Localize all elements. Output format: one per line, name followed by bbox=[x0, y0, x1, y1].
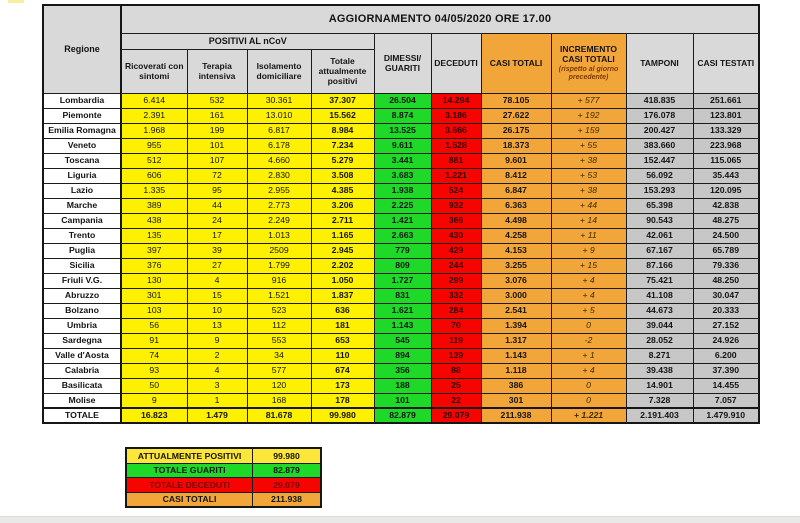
cell-deceduti: 3.186 bbox=[431, 108, 481, 123]
cell-dimessi-guariti: 13.525 bbox=[374, 123, 431, 138]
cell-tamponi: 67.167 bbox=[626, 243, 693, 258]
cell-dimessi-guariti: 1.727 bbox=[374, 273, 431, 288]
cell-ricoverati: 103 bbox=[121, 303, 187, 318]
summary-value: 99.980 bbox=[253, 448, 322, 463]
cell-casi-totali: 6.363 bbox=[481, 198, 551, 213]
cell-deceduti: 119 bbox=[431, 333, 481, 348]
cell-attualmente-positivi: 173 bbox=[311, 378, 374, 393]
table-row bbox=[43, 153, 759, 168]
cell-terapia-intensiva: 101 bbox=[187, 138, 247, 153]
cell-dimessi-guariti: 831 bbox=[374, 288, 431, 303]
cell-deceduti: 1.221 bbox=[431, 168, 481, 183]
cell-incremento: 0 bbox=[551, 393, 626, 408]
cell-attualmente-positivi: 99.980 bbox=[311, 408, 374, 423]
cell-incremento: + 1 bbox=[551, 348, 626, 363]
cell-terapia-intensiva: 27 bbox=[187, 258, 247, 273]
cell-incremento: + 192 bbox=[551, 108, 626, 123]
cell-deceduti: 139 bbox=[431, 348, 481, 363]
cell-incremento: + 38 bbox=[551, 183, 626, 198]
col-header-deceduti: DECEDUTI bbox=[431, 33, 481, 93]
cell-ricoverati: 135 bbox=[121, 228, 187, 243]
cell-casi-totali: 4.153 bbox=[481, 243, 551, 258]
region-name: Campania bbox=[43, 213, 121, 228]
cell-terapia-intensiva: 4 bbox=[187, 363, 247, 378]
cell-tamponi: 383.660 bbox=[626, 138, 693, 153]
cell-terapia-intensiva: 9 bbox=[187, 333, 247, 348]
cell-ricoverati: 1.335 bbox=[121, 183, 187, 198]
cell-dimessi-guariti: 894 bbox=[374, 348, 431, 363]
cell-casi-totali: 8.412 bbox=[481, 168, 551, 183]
cell-ricoverati: 74 bbox=[121, 348, 187, 363]
cell-attualmente-positivi: 8.984 bbox=[311, 123, 374, 138]
cell-ricoverati: 9 bbox=[121, 393, 187, 408]
cell-tamponi: 28.052 bbox=[626, 333, 693, 348]
cell-deceduti: 29.079 bbox=[431, 408, 481, 423]
cell-incremento: + 4 bbox=[551, 363, 626, 378]
cell-dimessi-guariti: 3.441 bbox=[374, 153, 431, 168]
cell-casi-totali: 1.143 bbox=[481, 348, 551, 363]
cell-dimessi-guariti: 2.663 bbox=[374, 228, 431, 243]
cell-isolamento: 2.249 bbox=[247, 213, 311, 228]
cell-tamponi: 2.191.403 bbox=[626, 408, 693, 423]
total-label: TOTALE bbox=[43, 408, 121, 423]
col-header-terapia-intensiva: Terapia intensiva bbox=[187, 49, 247, 93]
cell-casi-testati: 79.336 bbox=[693, 258, 759, 273]
window-bottom-strip bbox=[0, 516, 800, 523]
table-row bbox=[43, 213, 759, 228]
table-row bbox=[43, 168, 759, 183]
cell-attualmente-positivi: 3.508 bbox=[311, 168, 374, 183]
table-row bbox=[43, 333, 759, 348]
cell-incremento: + 159 bbox=[551, 123, 626, 138]
cell-isolamento: 120 bbox=[247, 378, 311, 393]
cell-terapia-intensiva: 161 bbox=[187, 108, 247, 123]
region-name: Bolzano bbox=[43, 303, 121, 318]
cell-isolamento: 34 bbox=[247, 348, 311, 363]
cell-tamponi: 56.092 bbox=[626, 168, 693, 183]
table-row bbox=[43, 108, 759, 123]
cell-terapia-intensiva: 1 bbox=[187, 393, 247, 408]
region-name: Friuli V.G. bbox=[43, 273, 121, 288]
cell-deceduti: 1.528 bbox=[431, 138, 481, 153]
update-title: AGGIORNAMENTO 04/05/2020 ORE 17.00 bbox=[121, 5, 759, 33]
cell-deceduti: 366 bbox=[431, 213, 481, 228]
table-row bbox=[43, 318, 759, 333]
cell-casi-totali: 3.076 bbox=[481, 273, 551, 288]
col-header-incremento-label: INCREMENTO CASI TOTALI bbox=[560, 44, 617, 65]
summary-label: TOTALE GUARITI bbox=[126, 463, 253, 478]
cell-casi-testati: 1.479.910 bbox=[693, 408, 759, 423]
cell-casi-totali: 4.258 bbox=[481, 228, 551, 243]
cell-deceduti: 284 bbox=[431, 303, 481, 318]
cell-deceduti: 22 bbox=[431, 393, 481, 408]
total-row bbox=[43, 408, 759, 423]
cell-tamponi: 44.673 bbox=[626, 303, 693, 318]
cell-deceduti: 524 bbox=[431, 183, 481, 198]
cell-ricoverati: 1.968 bbox=[121, 123, 187, 138]
cell-deceduti: 244 bbox=[431, 258, 481, 273]
cell-dimessi-guariti: 3.683 bbox=[374, 168, 431, 183]
cell-attualmente-positivi: 181 bbox=[311, 318, 374, 333]
cell-deceduti: 14.294 bbox=[431, 93, 481, 108]
cell-dimessi-guariti: 1.621 bbox=[374, 303, 431, 318]
summary-label: ATTUALMENTE POSITIVI bbox=[126, 448, 253, 463]
cell-isolamento: 81.678 bbox=[247, 408, 311, 423]
cell-ricoverati: 6.414 bbox=[121, 93, 187, 108]
col-header-casi-testati: CASI TESTATI bbox=[693, 33, 759, 93]
table-row bbox=[43, 228, 759, 243]
cell-attualmente-positivi: 7.234 bbox=[311, 138, 374, 153]
cell-incremento: + 1.221 bbox=[551, 408, 626, 423]
cell-ricoverati: 16.823 bbox=[121, 408, 187, 423]
summary-value: 29.079 bbox=[253, 478, 322, 493]
cell-isolamento: 2.955 bbox=[247, 183, 311, 198]
cell-isolamento: 1.799 bbox=[247, 258, 311, 273]
cell-terapia-intensiva: 107 bbox=[187, 153, 247, 168]
cell-incremento: + 9 bbox=[551, 243, 626, 258]
cell-dimessi-guariti: 8.874 bbox=[374, 108, 431, 123]
cell-terapia-intensiva: 4 bbox=[187, 273, 247, 288]
cell-terapia-intensiva: 1.479 bbox=[187, 408, 247, 423]
cell-tamponi: 75.421 bbox=[626, 273, 693, 288]
cell-attualmente-positivi: 2.711 bbox=[311, 213, 374, 228]
col-header-dimessi-guariti: DIMESSI/ GUARITI bbox=[374, 33, 431, 93]
cell-casi-totali: 1.317 bbox=[481, 333, 551, 348]
cell-casi-totali: 3.000 bbox=[481, 288, 551, 303]
cell-dimessi-guariti: 1.143 bbox=[374, 318, 431, 333]
cell-tamponi: 153.293 bbox=[626, 183, 693, 198]
cell-isolamento: 2509 bbox=[247, 243, 311, 258]
cell-deceduti: 932 bbox=[431, 198, 481, 213]
cell-ricoverati: 606 bbox=[121, 168, 187, 183]
cell-incremento: + 11 bbox=[551, 228, 626, 243]
cell-isolamento: 1.521 bbox=[247, 288, 311, 303]
cell-dimessi-guariti: 779 bbox=[374, 243, 431, 258]
cell-isolamento: 916 bbox=[247, 273, 311, 288]
cell-ricoverati: 301 bbox=[121, 288, 187, 303]
region-name: Lombardia bbox=[43, 93, 121, 108]
cell-casi-testati: 6.200 bbox=[693, 348, 759, 363]
cell-terapia-intensiva: 10 bbox=[187, 303, 247, 318]
cell-casi-testati: 123.801 bbox=[693, 108, 759, 123]
cell-casi-testati: 27.152 bbox=[693, 318, 759, 333]
cell-isolamento: 13.010 bbox=[247, 108, 311, 123]
cell-tamponi: 152.447 bbox=[626, 153, 693, 168]
cell-incremento: + 577 bbox=[551, 93, 626, 108]
cell-dimessi-guariti: 188 bbox=[374, 378, 431, 393]
region-name: Calabria bbox=[43, 363, 121, 378]
cell-isolamento: 2.773 bbox=[247, 198, 311, 213]
cell-tamponi: 87.166 bbox=[626, 258, 693, 273]
region-name: Lazio bbox=[43, 183, 121, 198]
table-row bbox=[43, 243, 759, 258]
cell-deceduti: 429 bbox=[431, 243, 481, 258]
table-row bbox=[43, 198, 759, 213]
cell-ricoverati: 50 bbox=[121, 378, 187, 393]
cell-dimessi-guariti: 26.504 bbox=[374, 93, 431, 108]
cell-ricoverati: 91 bbox=[121, 333, 187, 348]
cell-ricoverati: 512 bbox=[121, 153, 187, 168]
cell-casi-totali: 9.601 bbox=[481, 153, 551, 168]
positivi-group-header: POSITIVI AL nCoV bbox=[121, 33, 374, 49]
cell-attualmente-positivi: 4.385 bbox=[311, 183, 374, 198]
cell-deceduti: 299 bbox=[431, 273, 481, 288]
cell-isolamento: 1.013 bbox=[247, 228, 311, 243]
cell-isolamento: 523 bbox=[247, 303, 311, 318]
cell-incremento: + 44 bbox=[551, 198, 626, 213]
region-name: Umbria bbox=[43, 318, 121, 333]
cell-casi-totali: 27.622 bbox=[481, 108, 551, 123]
cell-isolamento: 2.830 bbox=[247, 168, 311, 183]
cell-terapia-intensiva: 13 bbox=[187, 318, 247, 333]
summary-table bbox=[125, 447, 322, 508]
cell-casi-testati: 251.661 bbox=[693, 93, 759, 108]
region-name: Sardegna bbox=[43, 333, 121, 348]
table-row bbox=[43, 393, 759, 408]
summary-value: 211.938 bbox=[253, 492, 322, 507]
cell-ricoverati: 56 bbox=[121, 318, 187, 333]
cell-isolamento: 30.361 bbox=[247, 93, 311, 108]
cell-incremento: 0 bbox=[551, 378, 626, 393]
col-header-casi-totali: CASI TOTALI bbox=[481, 33, 551, 93]
regione-column-header: Regione bbox=[43, 5, 121, 93]
cell-casi-totali: 2.541 bbox=[481, 303, 551, 318]
table-row bbox=[43, 258, 759, 273]
cell-attualmente-positivi: 636 bbox=[311, 303, 374, 318]
cell-casi-totali: 4.498 bbox=[481, 213, 551, 228]
cell-casi-testati: 48.250 bbox=[693, 273, 759, 288]
cell-incremento: + 14 bbox=[551, 213, 626, 228]
cell-isolamento: 553 bbox=[247, 333, 311, 348]
cell-incremento: -2 bbox=[551, 333, 626, 348]
cell-casi-testati: 48.275 bbox=[693, 213, 759, 228]
cell-terapia-intensiva: 199 bbox=[187, 123, 247, 138]
summary-row-totale-deceduti bbox=[126, 478, 321, 493]
cell-incremento: + 55 bbox=[551, 138, 626, 153]
region-name: Trento bbox=[43, 228, 121, 243]
cell-terapia-intensiva: 15 bbox=[187, 288, 247, 303]
cell-casi-testati: 120.095 bbox=[693, 183, 759, 198]
cell-dimessi-guariti: 1.938 bbox=[374, 183, 431, 198]
region-name: Molise bbox=[43, 393, 121, 408]
cell-incremento: + 53 bbox=[551, 168, 626, 183]
cell-ricoverati: 955 bbox=[121, 138, 187, 153]
summary-value: 82.879 bbox=[253, 463, 322, 478]
cell-casi-testati: 223.968 bbox=[693, 138, 759, 153]
region-name: Veneto bbox=[43, 138, 121, 153]
cell-deceduti: 3.666 bbox=[431, 123, 481, 138]
table-row bbox=[43, 363, 759, 378]
region-name: Piemonte bbox=[43, 108, 121, 123]
cell-deceduti: 88 bbox=[431, 363, 481, 378]
cell-casi-testati: 115.065 bbox=[693, 153, 759, 168]
cell-ricoverati: 2.391 bbox=[121, 108, 187, 123]
cell-casi-totali: 386 bbox=[481, 378, 551, 393]
cell-deceduti: 881 bbox=[431, 153, 481, 168]
cell-attualmente-positivi: 653 bbox=[311, 333, 374, 348]
cell-casi-testati: 133.329 bbox=[693, 123, 759, 138]
cell-attualmente-positivi: 2.945 bbox=[311, 243, 374, 258]
cell-casi-testati: 14.455 bbox=[693, 378, 759, 393]
cell-attualmente-positivi: 15.562 bbox=[311, 108, 374, 123]
table-row bbox=[43, 378, 759, 393]
cell-ricoverati: 397 bbox=[121, 243, 187, 258]
cell-ricoverati: 376 bbox=[121, 258, 187, 273]
cell-terapia-intensiva: 39 bbox=[187, 243, 247, 258]
table-row bbox=[43, 348, 759, 363]
cell-dimessi-guariti: 82.879 bbox=[374, 408, 431, 423]
cell-dimessi-guariti: 1.421 bbox=[374, 213, 431, 228]
col-header-tamponi: TAMPONI bbox=[626, 33, 693, 93]
cell-casi-totali: 211.938 bbox=[481, 408, 551, 423]
cell-ricoverati: 438 bbox=[121, 213, 187, 228]
cell-isolamento: 577 bbox=[247, 363, 311, 378]
summary-row-casi-totali bbox=[126, 492, 321, 507]
cell-ricoverati: 93 bbox=[121, 363, 187, 378]
cell-dimessi-guariti: 545 bbox=[374, 333, 431, 348]
cell-casi-totali: 1.118 bbox=[481, 363, 551, 378]
cell-casi-totali: 3.255 bbox=[481, 258, 551, 273]
cell-attualmente-positivi: 3.206 bbox=[311, 198, 374, 213]
table-body bbox=[43, 93, 759, 423]
cell-incremento: + 4 bbox=[551, 288, 626, 303]
scan-artifact bbox=[8, 0, 24, 3]
col-header-totale-positivi: Totale attualmente positivi bbox=[311, 49, 374, 93]
cell-tamponi: 90.543 bbox=[626, 213, 693, 228]
cell-casi-testati: 7.057 bbox=[693, 393, 759, 408]
cell-ricoverati: 389 bbox=[121, 198, 187, 213]
cell-incremento: + 5 bbox=[551, 303, 626, 318]
cell-dimessi-guariti: 9.611 bbox=[374, 138, 431, 153]
cell-isolamento: 168 bbox=[247, 393, 311, 408]
cell-attualmente-positivi: 1.050 bbox=[311, 273, 374, 288]
cell-attualmente-positivi: 2.202 bbox=[311, 258, 374, 273]
cell-attualmente-positivi: 674 bbox=[311, 363, 374, 378]
cell-dimessi-guariti: 101 bbox=[374, 393, 431, 408]
cell-terapia-intensiva: 95 bbox=[187, 183, 247, 198]
cell-tamponi: 39.044 bbox=[626, 318, 693, 333]
cell-dimessi-guariti: 809 bbox=[374, 258, 431, 273]
cell-tamponi: 65.398 bbox=[626, 198, 693, 213]
cell-tamponi: 14.901 bbox=[626, 378, 693, 393]
cell-isolamento: 112 bbox=[247, 318, 311, 333]
region-name: Liguria bbox=[43, 168, 121, 183]
cell-casi-totali: 6.847 bbox=[481, 183, 551, 198]
region-name: Valle d'Aosta bbox=[43, 348, 121, 363]
cell-deceduti: 70 bbox=[431, 318, 481, 333]
table-header bbox=[43, 5, 759, 93]
region-name: Emilia Romagna bbox=[43, 123, 121, 138]
cell-terapia-intensiva: 24 bbox=[187, 213, 247, 228]
summary-row-totale-guariti bbox=[126, 463, 321, 478]
col-header-incremento bbox=[551, 33, 626, 93]
summary-row-attualmente-positivi bbox=[126, 448, 321, 463]
cell-terapia-intensiva: 532 bbox=[187, 93, 247, 108]
cell-terapia-intensiva: 44 bbox=[187, 198, 247, 213]
col-header-isolamento: Isolamento domiciliare bbox=[247, 49, 311, 93]
cell-dimessi-guariti: 2.225 bbox=[374, 198, 431, 213]
cell-attualmente-positivi: 1.837 bbox=[311, 288, 374, 303]
cell-attualmente-positivi: 178 bbox=[311, 393, 374, 408]
region-name: Marche bbox=[43, 198, 121, 213]
cell-casi-testati: 65.789 bbox=[693, 243, 759, 258]
cell-terapia-intensiva: 2 bbox=[187, 348, 247, 363]
cell-casi-totali: 26.175 bbox=[481, 123, 551, 138]
cell-tamponi: 176.078 bbox=[626, 108, 693, 123]
cell-terapia-intensiva: 72 bbox=[187, 168, 247, 183]
cell-casi-testati: 42.838 bbox=[693, 198, 759, 213]
region-name: Puglia bbox=[43, 243, 121, 258]
cell-casi-testati: 20.333 bbox=[693, 303, 759, 318]
cell-casi-totali: 18.373 bbox=[481, 138, 551, 153]
cell-deceduti: 332 bbox=[431, 288, 481, 303]
cell-terapia-intensiva: 17 bbox=[187, 228, 247, 243]
cell-tamponi: 42.061 bbox=[626, 228, 693, 243]
cell-incremento: + 38 bbox=[551, 153, 626, 168]
cell-tamponi: 200.427 bbox=[626, 123, 693, 138]
cell-dimessi-guariti: 356 bbox=[374, 363, 431, 378]
cell-casi-testati: 37.390 bbox=[693, 363, 759, 378]
table-row bbox=[43, 123, 759, 138]
cell-casi-totali: 301 bbox=[481, 393, 551, 408]
cell-ricoverati: 130 bbox=[121, 273, 187, 288]
cell-casi-testati: 24.500 bbox=[693, 228, 759, 243]
cell-attualmente-positivi: 37.307 bbox=[311, 93, 374, 108]
col-header-ricoverati: Ricoverati con sintomi bbox=[121, 49, 187, 93]
cell-casi-testati: 35.443 bbox=[693, 168, 759, 183]
cell-tamponi: 7.328 bbox=[626, 393, 693, 408]
summary-label: TOTALE DECEDUTI bbox=[126, 478, 253, 493]
cell-attualmente-positivi: 5.279 bbox=[311, 153, 374, 168]
cell-casi-testati: 30.047 bbox=[693, 288, 759, 303]
summary-label: CASI TOTALI bbox=[126, 492, 253, 507]
cell-tamponi: 8.271 bbox=[626, 348, 693, 363]
cell-attualmente-positivi: 1.165 bbox=[311, 228, 374, 243]
cell-incremento: + 4 bbox=[551, 273, 626, 288]
cell-tamponi: 418.835 bbox=[626, 93, 693, 108]
cell-isolamento: 6.178 bbox=[247, 138, 311, 153]
col-header-incremento-subtitle: (rispetto al giorno precedente) bbox=[558, 65, 619, 81]
cell-tamponi: 39.438 bbox=[626, 363, 693, 378]
region-name: Sicilia bbox=[43, 258, 121, 273]
table-row bbox=[43, 183, 759, 198]
cell-deceduti: 430 bbox=[431, 228, 481, 243]
cell-casi-totali: 1.394 bbox=[481, 318, 551, 333]
cell-terapia-intensiva: 3 bbox=[187, 378, 247, 393]
cell-casi-testati: 24.926 bbox=[693, 333, 759, 348]
cell-tamponi: 41.108 bbox=[626, 288, 693, 303]
table-row bbox=[43, 303, 759, 318]
table-row bbox=[43, 273, 759, 288]
region-name: Toscana bbox=[43, 153, 121, 168]
cell-casi-totali: 78.105 bbox=[481, 93, 551, 108]
cell-incremento: + 15 bbox=[551, 258, 626, 273]
cell-incremento: 0 bbox=[551, 318, 626, 333]
table-row bbox=[43, 288, 759, 303]
cell-attualmente-positivi: 110 bbox=[311, 348, 374, 363]
table-row bbox=[43, 93, 759, 108]
covid-region-table bbox=[42, 4, 760, 424]
cell-isolamento: 6.817 bbox=[247, 123, 311, 138]
region-name: Abruzzo bbox=[43, 288, 121, 303]
cell-isolamento: 4.660 bbox=[247, 153, 311, 168]
region-name: Basilicata bbox=[43, 378, 121, 393]
cell-deceduti: 25 bbox=[431, 378, 481, 393]
table-row bbox=[43, 138, 759, 153]
